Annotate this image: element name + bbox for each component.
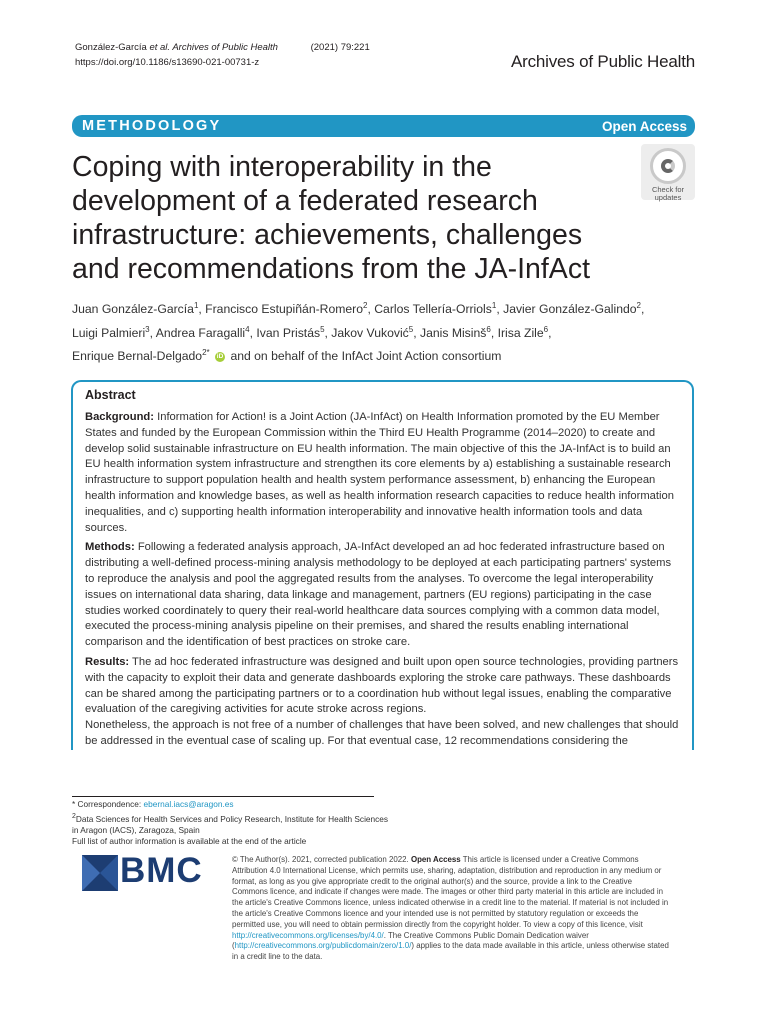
crossmark-icon xyxy=(650,148,686,184)
author-affiliation: 5 xyxy=(320,324,325,334)
abstract-results xyxy=(85,655,680,718)
article-type-label: METHODOLOGY xyxy=(82,118,222,134)
check-for-updates-line2: updates xyxy=(654,193,682,202)
citation-line xyxy=(75,40,370,55)
author-affiliation: 3 xyxy=(145,324,150,334)
results-label: Results: xyxy=(85,655,130,668)
correspondence-email-link[interactable]: ebernal.iacs@aragon.es xyxy=(143,799,234,809)
citation-etal: et al. Archives of Public Health xyxy=(149,42,278,53)
author[interactable]: Janis Misinš xyxy=(419,325,487,340)
license-text: This article is licensed under a Creative Commons Attribution 4.0 International License, which permits use, sharing, adaptation, distribution and reproduction in any medium or format, as long as you give appropriate credit to the original author(s) and the source, provide a link to the Creative Commons licence, and indicate if changes were made. The images or other third party material in this article are included in the article's Creative Commons licence, unless indicated otherwise in a credit line to the material. If material is not included in the article's Creative Commons licence and your intended use is not permitted by statutory regulation or exceeds the permitted use, you will need to obtain permission directly from the copyright holder. To view a copy of this licence, visit xyxy=(232,855,669,929)
doi-link[interactable]: https://doi.org/10.1186/s13690-021-00731-z xyxy=(75,57,260,68)
check-for-updates-line1: Check for xyxy=(651,185,685,194)
bmc-logo-text: BMC xyxy=(120,851,203,890)
methods-label: Methods: xyxy=(85,541,135,554)
abstract-methods xyxy=(85,540,680,651)
author-affiliation: 2* xyxy=(202,348,210,358)
citation-year: (2021) 79:221 xyxy=(310,42,370,53)
article-title: Coping with interoperability in the development of a federated research infrastructure: achievements, challenges and recommendations from the JA-InfAct xyxy=(72,151,590,285)
orcid-icon[interactable]: iD xyxy=(216,352,224,360)
author-affiliation: 1 xyxy=(193,301,199,310)
author[interactable]: Jakov Vuković xyxy=(331,325,409,340)
consortium-note: and on behalf of the InfAct Joint Action consortium xyxy=(230,349,502,364)
corresponding-author[interactable]: Enrique Bernal-Delgado xyxy=(72,349,203,364)
cc-by-license-link[interactable]: http://creativecommons.org/licenses/by/4.0/ xyxy=(232,930,384,940)
cc-zero-link[interactable]: http://creativecommons.org/publicdomain/zero/1.0/ xyxy=(234,941,412,951)
article-type-banner xyxy=(72,115,695,137)
author-line-3 xyxy=(72,343,692,367)
copyright-text: © The Author(s). 2021, corrected publication 2022. xyxy=(232,855,409,864)
author-affiliation: 6 xyxy=(543,324,549,334)
author[interactable]: Ivan Pristás xyxy=(256,325,321,340)
author-line-1: Juan González-García$^1$, Francisco Estupiñán-Romero$^2$, Carlos Tellería-Orriols$^1$, Javier González-Galindo$^2$, xyxy=(72,301,645,317)
author-affiliation: 6 xyxy=(486,324,491,334)
journal-name: Archives of Public Health xyxy=(511,52,695,71)
check-for-updates-badge[interactable] xyxy=(641,148,695,202)
bmc-logo xyxy=(82,851,217,890)
background-text: Information for Action! is a Joint Action (JA-InfAct) on Health Information promoted by the EU Member States and funded by the European Commission within the Third EU Health Programme (2014–2020) to create and develop solid sustainable infrastructure on EU health information. The main objective of this the JA-InfAct is to build an EU health information system infrastructure and strengthen its core elements by a) establishing a sustainable research infrastructure to support population health and health system performance assessment, b) enhancing the European health information and knowledge bases, as well as health information research capacities to reduce health information inequalities, and c) supporting health information interoperability and innovative health information tools and data sources. xyxy=(85,411,674,534)
author-affiliation: 2 xyxy=(636,301,641,310)
license-statement xyxy=(232,855,670,963)
license-open-access-label: Open Access xyxy=(410,855,461,864)
abstract-results-continued: Nonetheless, the approach is not free of a number of challenges that have been solved, and new challenges that should be addressed in the eventual case of scaling up. For that eventual case, 12 recommendations considering the xyxy=(85,719,679,747)
author-list xyxy=(72,296,692,367)
abstract-heading: Abstract xyxy=(85,388,136,402)
footnotes xyxy=(72,799,392,848)
footnote-divider xyxy=(72,796,374,797)
author-affiliation: 1 xyxy=(491,301,497,310)
author[interactable]: Francisco Estupiñán-Romero xyxy=(205,302,363,317)
methods-text: Following a federated analysis approach, JA-InfAct developed an ad hoc federated infrastructure based on distributing a well-defined process-mining analysis methodology to be deployed at each participating partners' systems to reproduce the analysis and pool the aggregated results from the analyses. To overcome the legal interoperability issues on international data sharing, data linkage and management, partners (EU regions) participating in the case studies worked coordinately to query their real-world healthcare data sources complying with a common data model, executed the process-mining analysis pipeline on their premises, and shared the results enabling international comparison and the identification of best practices on stroke care. xyxy=(85,541,672,649)
citation-authors: González-García xyxy=(75,42,147,53)
author-affiliation: 2 xyxy=(363,301,368,310)
license-text-3: ) applies to the data made available in this article, unless otherwise stated in a credit line to the data. xyxy=(232,941,669,962)
author-line-2: Luigi Palmieri$^3$, Andrea Faragalli$^4$, Ivan Pristás$^5$, Jakov Vuković$^5$, Janis Misinš$^6$, Irisa Zile$^6$, xyxy=(72,324,552,340)
affiliation-text: Data Sciences for Health Services and Policy Research, Institute for Health Sciences in Aragon (IACS), Zaragoza, Spain xyxy=(72,813,389,835)
check-for-updates-label xyxy=(641,186,695,202)
abstract-box xyxy=(71,380,694,750)
abstract-background xyxy=(85,410,680,536)
author[interactable]: Irisa Zile xyxy=(497,325,544,340)
author-affiliation: 4 xyxy=(245,324,250,334)
author[interactable]: Juan González-García xyxy=(72,302,194,317)
open-access-label: Open Access xyxy=(601,118,687,134)
full-author-info-note: Full list of author information is available at the end of the article xyxy=(72,836,307,847)
results-text: The ad hoc federated infrastructure was designed and built upon open source technologies, providing partners with the capacity to exploit their data and generate dashboards exploring the stroke care pathways. These dashboards can be shared among the participating partners or to a coordination hub without legal issues, enabling the comparative evaluation of the caregiving activities for acute stroke across regions. xyxy=(85,655,679,716)
author[interactable]: Andrea Faragalli xyxy=(155,325,246,340)
license-text-2: . The Creative Commons Public Domain Dedication waiver ( xyxy=(232,930,589,951)
background-label: Background: xyxy=(85,411,154,423)
author-affiliation: 5 xyxy=(408,324,414,334)
correspondence-line xyxy=(72,799,392,811)
affiliation-note xyxy=(72,811,392,837)
author[interactable]: Luigi Palmieri xyxy=(72,325,146,340)
affiliation-number: 2 xyxy=(72,812,76,820)
correspondence-label: * Correspondence: xyxy=(72,799,142,809)
author[interactable]: Javier González-Galindo xyxy=(503,302,637,317)
citation-header xyxy=(75,40,370,70)
bmc-logo-icon xyxy=(82,855,118,891)
author[interactable]: Carlos Tellería-Orriols xyxy=(374,302,492,317)
